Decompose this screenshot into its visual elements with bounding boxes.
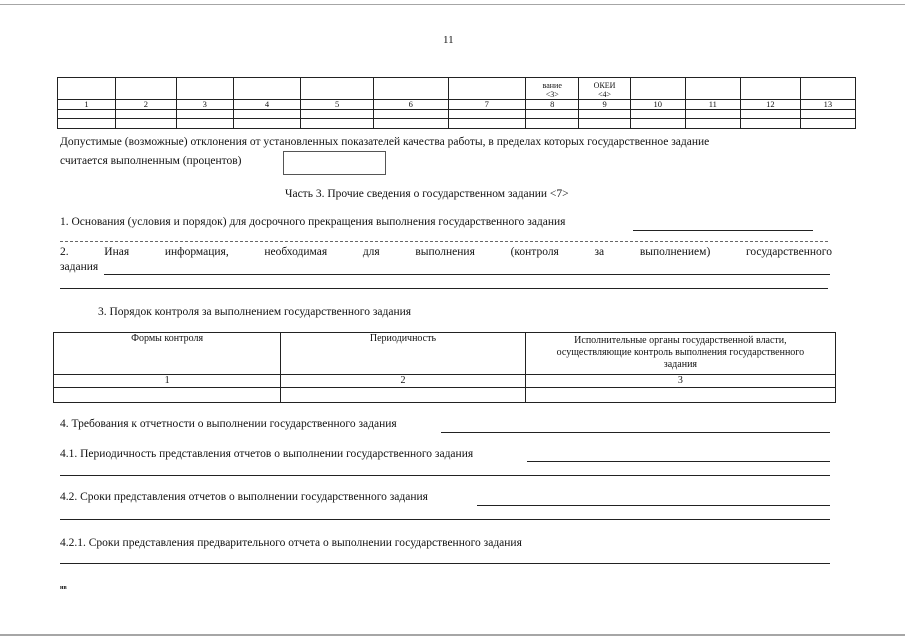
item-4-fill-line[interactable] [441, 432, 830, 433]
item-2-text-cont: задания [60, 261, 99, 273]
item-1-fill-line-2[interactable] [60, 241, 828, 242]
footer-mark: нв [60, 585, 67, 591]
item-4-text: 4. Требования к отчетности о выполнении государственного задания [60, 418, 397, 430]
control-table [53, 332, 836, 403]
header-cell-okei: ОКЕИ <4> [579, 78, 630, 100]
item-4-2-fill-line[interactable] [477, 505, 830, 506]
item-4-1-fill-line[interactable] [527, 461, 830, 462]
deviation-percent-box[interactable] [283, 151, 386, 175]
header-periodicity: Периодичность [281, 333, 526, 375]
item-2-text: 2. Иная информация, необходимая для выполнения (контроля за выполнением) государственного [60, 246, 832, 258]
header-cell-8: вание <3> [526, 78, 579, 100]
header-executive-bodies: Исполнительные органы государственной власти, осуществляющие контроль выполнения государственного задания [525, 333, 835, 375]
table-row [54, 388, 836, 403]
item-2-fill-line[interactable] [104, 274, 830, 275]
item-4-2-fill-line-2[interactable] [60, 519, 830, 520]
item-4-2-1-fill-line[interactable] [60, 563, 830, 564]
part3-title: Часть 3. Прочие сведения о государственном задании <7> [285, 188, 569, 200]
column-number-row: 1 2 3 4 5 6 7 8 9 10 11 12 13 [58, 100, 856, 110]
item-4-2-1-text: 4.2.1. Сроки представления предварительного отчета о выполнении государственного задания [60, 537, 522, 549]
scan-edge-top [0, 4, 905, 5]
item-4-1-fill-line-2[interactable] [60, 475, 830, 476]
item-1-fill-line[interactable] [633, 230, 813, 231]
table-row [58, 119, 856, 129]
deviation-text-line1: Допустимые (возможные) отклонения от установленных показателей качества работы, в пределах которых государственное задание [60, 136, 710, 148]
item-4-2-text: 4.2. Сроки представления отчетов о выполнении государственного задания [60, 491, 428, 503]
item-1-text: 1. Основания (условия и порядок) для досрочного прекращения выполнения государственного задания [60, 216, 566, 228]
column-number-row: 1 2 3 [54, 375, 836, 388]
header-forms-of-control: Формы контроля [54, 333, 281, 375]
deviation-text-line2: считается выполненным (процентов) [60, 155, 242, 167]
table-row [58, 110, 856, 119]
page-number: 11 [443, 34, 454, 46]
item-4-1-text: 4.1. Периодичность представления отчетов о выполнении государственного задания [60, 448, 474, 460]
item-2-fill-line-2[interactable] [60, 288, 828, 289]
indicators-table-continuation [57, 77, 856, 129]
item-3-text: 3. Порядок контроля за выполнением государственного задания [98, 306, 412, 318]
scan-edge-bottom [0, 634, 905, 636]
